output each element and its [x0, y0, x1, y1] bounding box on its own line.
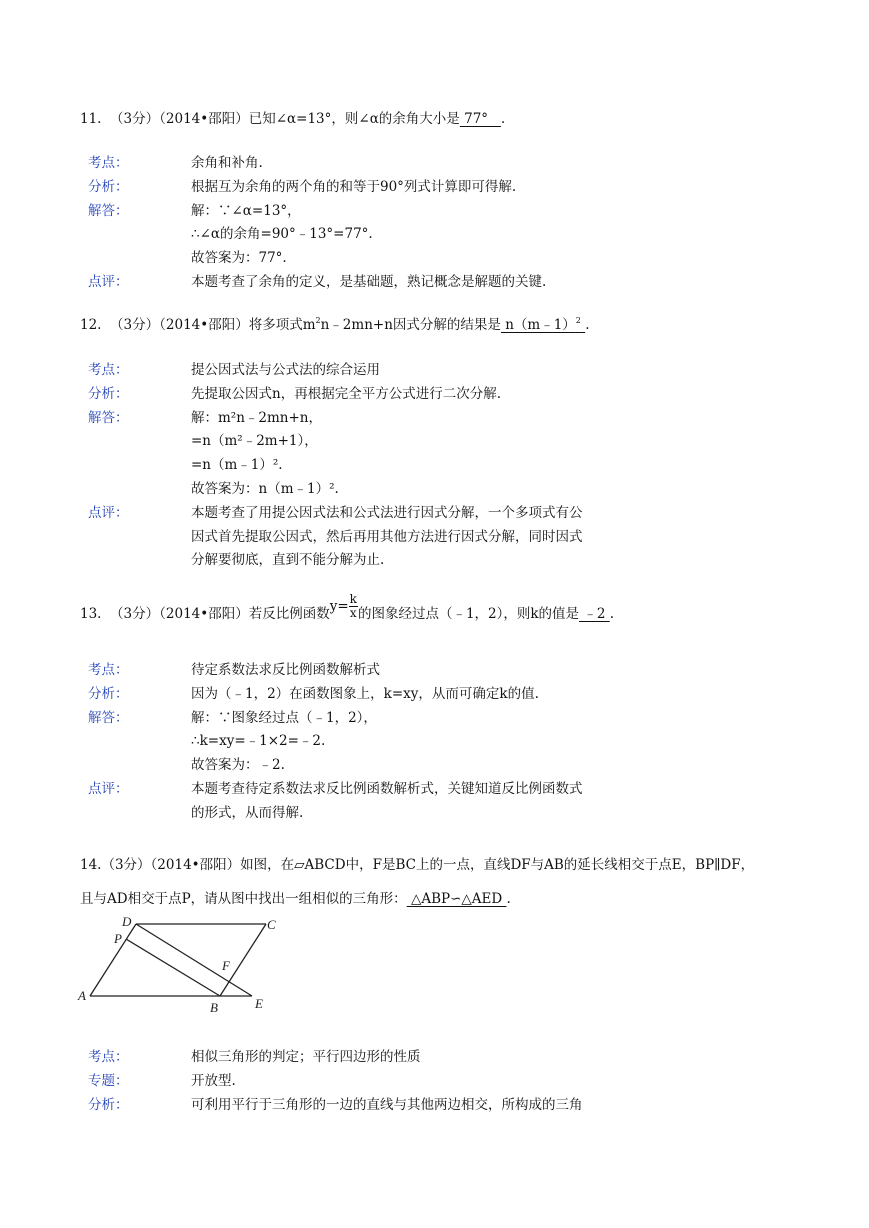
section-text: 待定系数法求反比例函数解析式 [191, 662, 380, 678]
stem-text-mid: 的图象经过点（﹣1，2），则k的值是 [357, 606, 580, 622]
section-label: 专题： [88, 1073, 129, 1089]
section-text: ∴∠α的余角=90°﹣13°=77°. [191, 226, 373, 242]
fraction-numerator: k [349, 592, 357, 606]
label-F: F [222, 958, 230, 973]
section-text: 本题考查待定系数法求反比例函数解析式，关键知道反比例函数式 [191, 781, 583, 797]
section-text: 解：∵图象经过点（﹣1，2）， [191, 710, 377, 726]
section-text: =n（m﹣1）². [191, 457, 283, 473]
section-label: 考点： [88, 1049, 129, 1065]
section-text: 故答案为：77°. [191, 250, 287, 266]
stem-text: 12. （3分）（2014•邵阳）将多项式m [80, 317, 316, 333]
answer-text: n（m﹣1） [500, 317, 576, 333]
answer-blank: ﹣2 [579, 606, 610, 622]
stem-text: 13. （3分）（2014•邵阳）若反比例函数 [80, 606, 330, 622]
label-A: A [78, 988, 86, 1003]
section-label: 分析： [88, 1097, 129, 1113]
stem-suffix: . [609, 606, 615, 622]
section-label: 考点： [88, 155, 129, 171]
question-12-stem [80, 313, 589, 333]
stem-suffix: . [585, 317, 590, 333]
section-text: 的形式，从而得解. [191, 805, 304, 821]
label-E: E [255, 996, 263, 1011]
parallelogram-figure [74, 912, 284, 1016]
section-text: 开放型. [191, 1073, 236, 1089]
question-11-stem [80, 107, 505, 127]
section-text: 解：m²n﹣2mn+n， [191, 410, 322, 426]
section-label: 考点： [88, 662, 129, 678]
section-label: 考点： [88, 362, 129, 378]
section-text: 解：∵∠α=13°， [191, 203, 301, 219]
answer-blank: 77° [459, 111, 501, 127]
function-expression [330, 593, 358, 620]
answer-exponent: 2 [575, 316, 581, 325]
section-text: 相似三角形的判定；平行四边形的性质 [191, 1049, 421, 1065]
label-B: B [210, 1000, 218, 1015]
question-13-stem [80, 593, 614, 627]
stem-suffix: . [506, 891, 511, 907]
answer-blank: △ABP∽△AED [406, 891, 507, 907]
answer-blank [501, 317, 585, 333]
section-label: 分析： [88, 386, 129, 402]
exponent: 2 [315, 316, 321, 325]
section-text: 先提取公因式n，再根据完全平方公式进行二次分解. [191, 386, 501, 402]
section-text: ∴k=xy=﹣1×2=﹣2. [191, 733, 326, 749]
question-14-stem-line2 [80, 887, 511, 907]
stem-text: 且与AD相交于点P，请从图中找出一组相似的三角形： [80, 891, 407, 907]
question-14-stem-line1: 14.（3分）（2014•邵阳）如图，在▱ABCD中，F是BC上的一点，直线DF与AB的延长线相交于点E，BP∥DF， [80, 857, 755, 873]
section-label: 分析： [88, 686, 129, 702]
section-label: 解答： [88, 410, 129, 426]
section-label: 点评： [88, 274, 129, 290]
stem-suffix: . [500, 111, 506, 127]
function-y: y= [329, 598, 349, 615]
label-D: D [122, 914, 132, 929]
section-text: =n（m²﹣2m+1）， [191, 433, 318, 449]
label-P: P [114, 931, 122, 946]
section-text: 提公因式法与公式法的综合运用 [191, 362, 380, 378]
section-text: 故答案为：n（m﹣1）². [191, 481, 339, 497]
section-label: 解答： [88, 203, 129, 219]
section-label: 分析： [88, 179, 129, 195]
label-C: C [267, 917, 276, 932]
section-text: 分解要彻底，直到不能分解为止. [191, 552, 385, 568]
fraction [349, 593, 358, 620]
section-text: 本题考查了用提公因式法和公式法进行因式分解，一个多项式有公 [191, 505, 583, 521]
fraction-denominator: x [349, 606, 357, 620]
section-text: 根据互为余角的两个角的和等于90°列式计算即可得解. [191, 179, 517, 195]
line-DE [136, 924, 252, 996]
section-text: 因式首先提取公因式，然后再用其他方法进行因式分解，同时因式 [191, 529, 583, 545]
section-text: 因为（﹣1，2）在函数图象上，k=xy，从而可确定k的值. [191, 686, 539, 702]
line-AD [90, 924, 136, 996]
section-text: 故答案为：﹣2. [191, 757, 285, 773]
section-label: 点评： [88, 781, 129, 797]
stem-text: 11. （3分）（2014•邵阳）已知∠α=13°，则∠α的余角大小是 [80, 111, 460, 127]
stem-text-mid: n﹣2mn+n因式分解的结果是 [320, 317, 501, 333]
section-label: 解答： [88, 710, 129, 726]
section-label: 点评： [88, 505, 129, 521]
section-text: 本题考查了余角的定义，是基础题，熟记概念是解题的关键. [191, 274, 547, 290]
section-text: 余角和补角. [191, 155, 263, 171]
section-text: 可利用平行于三角形的一边的直线与其他两边相交，所构成的三角 [191, 1097, 583, 1113]
